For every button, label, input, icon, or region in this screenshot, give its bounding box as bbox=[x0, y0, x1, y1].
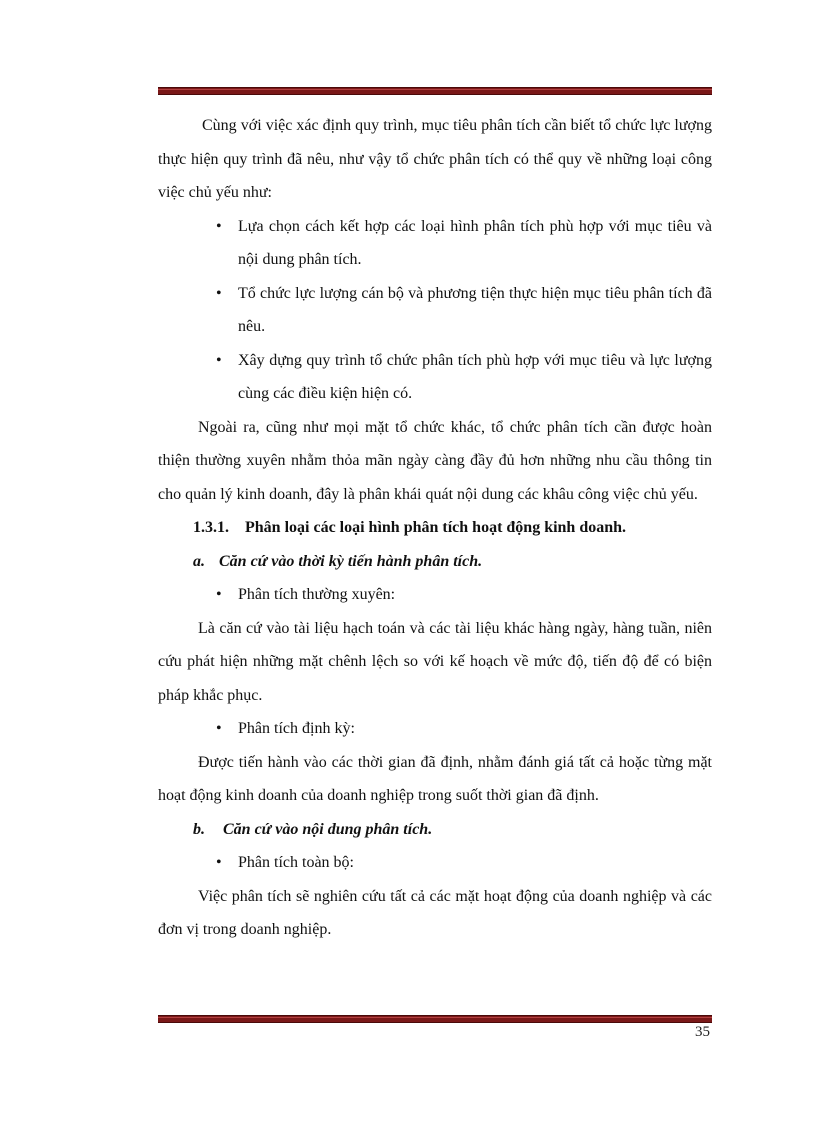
subheading-b-title: Căn cứ vào nội dung phân tích. bbox=[223, 820, 433, 838]
page-number: 35 bbox=[695, 1024, 710, 1040]
paragraph-improvement: Ngoài ra, cũng như mọi mặt tổ chức khác, tổ chức phân tích cần được hoàn thiện thường xuyên nhằm thỏa mãn ngày càng đầy đủ hơn những nhu cầu thông tin cho quản lý kinh doanh, đây là phân khái quát nội dung các khâu công việc chủ yếu. bbox=[158, 418, 712, 503]
bullet-item bbox=[158, 578, 712, 612]
bullet-item bbox=[158, 277, 712, 344]
bullet-dot-icon: • bbox=[216, 586, 222, 603]
section-heading bbox=[158, 511, 712, 545]
section-title: Phân loại các loại hình phân tích hoạt động kinh doanh. bbox=[245, 519, 627, 536]
page-body bbox=[158, 109, 712, 947]
bullet-text: Xây dựng quy trình tổ chức phân tích phù hợp với mục tiêu và lực lượng cùng các điều kiện hiện có. bbox=[238, 351, 712, 402]
subheading-b-label: b. bbox=[193, 820, 205, 838]
subheading-a-label: a. bbox=[193, 552, 205, 570]
bullet-text: Phân tích toàn bộ: bbox=[238, 854, 354, 871]
section-number: 1.3.1. bbox=[193, 519, 229, 536]
bullet-item bbox=[158, 846, 712, 880]
bullet-text: Phân tích định kỳ: bbox=[238, 720, 355, 737]
bullet-item bbox=[158, 344, 712, 411]
footer-rule bbox=[158, 1015, 712, 1023]
bullet-item bbox=[158, 712, 712, 746]
bullet-text: Tổ chức lực lượng cán bộ và phương tiện thực hiện mục tiêu phân tích đã nêu. bbox=[238, 284, 712, 335]
paragraph-regular-analysis: Là căn cứ vào tài liệu hạch toán và các tài liệu khác hàng ngày, hàng tuần, niên cứu phát hiện những mặt chênh lệch so với kế hoạch về mức độ, tiến độ để có biện pháp khắc phục. bbox=[158, 619, 712, 704]
paragraph-full-analysis: Việc phân tích sẽ nghiên cứu tất cả các mặt hoạt động của doanh nghiệp và các đơn vị trong doanh nghiệp. bbox=[158, 887, 712, 938]
subheading-a-title: Căn cứ vào thời kỳ tiến hành phân tích. bbox=[219, 552, 483, 570]
subheading-b bbox=[158, 813, 712, 847]
bullet-dot-icon: • bbox=[216, 217, 222, 235]
bullet-text: Lựa chọn cách kết hợp các loại hình phân tích phù hợp với mục tiêu và nội dung phân tích. bbox=[238, 217, 712, 268]
bullet-dot-icon: • bbox=[216, 351, 222, 369]
paragraph-intro: Cùng với việc xác định quy trình, mục tiêu phân tích cần biết tổ chức lực lượng thực hiện quy trình đã nêu, như vậy tổ chức phân tích có thể quy về những loại công việc chủ yếu như: bbox=[158, 117, 712, 201]
header-rule bbox=[158, 87, 712, 95]
bullet-text: Phân tích thường xuyên: bbox=[238, 586, 396, 603]
paragraph-periodic-analysis: Được tiến hành vào các thời gian đã định, nhằm đánh giá tất cả hoặc từng mặt hoạt động kinh doanh của doanh nghiệp trong suốt thời gian đã định. bbox=[158, 753, 712, 804]
subheading-a bbox=[158, 545, 712, 579]
bullet-dot-icon: • bbox=[216, 284, 222, 302]
bullet-item bbox=[158, 210, 712, 277]
bullet-dot-icon: • bbox=[216, 720, 222, 737]
bullet-dot-icon: • bbox=[216, 854, 222, 871]
